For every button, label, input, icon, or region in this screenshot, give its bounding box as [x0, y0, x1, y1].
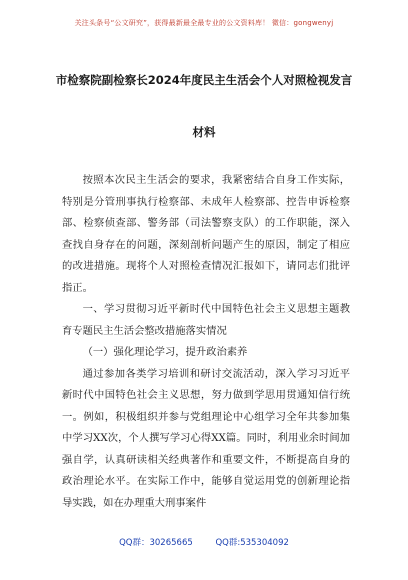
- body-paragraph-1: 通过参加各类学习培训和研讨交流活动，深入学习习近平新时代中国特色社会主义思想，努力做到学思用贯通知信行统一。例如，积极组织并参与党组理论中心组学习全年共参加集中学习XX次，个人撰写学习心得XX篇。同时，利用业余时间加强自学，认真研读相关经典著作和重要文件，不断提高自身的政治理论水平。在实际工作中，能够自觉运用党的创新理论指导实践，如在办理重大刑事案件: [62, 367, 350, 509]
- promo-banner: 关注头条号“公文研究”，获得最新最全最专业的公文资料库！ 微信：gongwenyj: [74, 19, 334, 27]
- footer-contact: [0, 536, 408, 548]
- subsection-heading-1: （一）强化理论学习，提升政治素养: [82, 346, 248, 358]
- section-heading-1: 一、学习贯彻习近平新时代中国特色社会主义思想主题教育专题民主生活会整改措施落实情况: [62, 303, 350, 337]
- document-body: [62, 170, 350, 514]
- document-title: 市检察院副检察长2024年度民主生活会个人对照检视发言: [55, 73, 353, 87]
- footer-qq-group-1: QQ群：30265665: [119, 538, 193, 548]
- intro-paragraph: 按照本次民主生活会的要求，我紧密结合自身工作实际，特别是分管刑事执行检察部、未成年人检察部、控告申诉检察部、检察侦查部、警务部（司法警察支队）的工作职能，深入查找自身存在的问题，深刻剖析问题产生的原因，制定了相应的改进措施。现将个人对照检查情况汇报如下，请同志们批评指正。: [62, 174, 350, 294]
- document-title-continued: 材料: [192, 125, 216, 139]
- footer-qq-group-2: QQ群:535304092: [215, 538, 289, 548]
